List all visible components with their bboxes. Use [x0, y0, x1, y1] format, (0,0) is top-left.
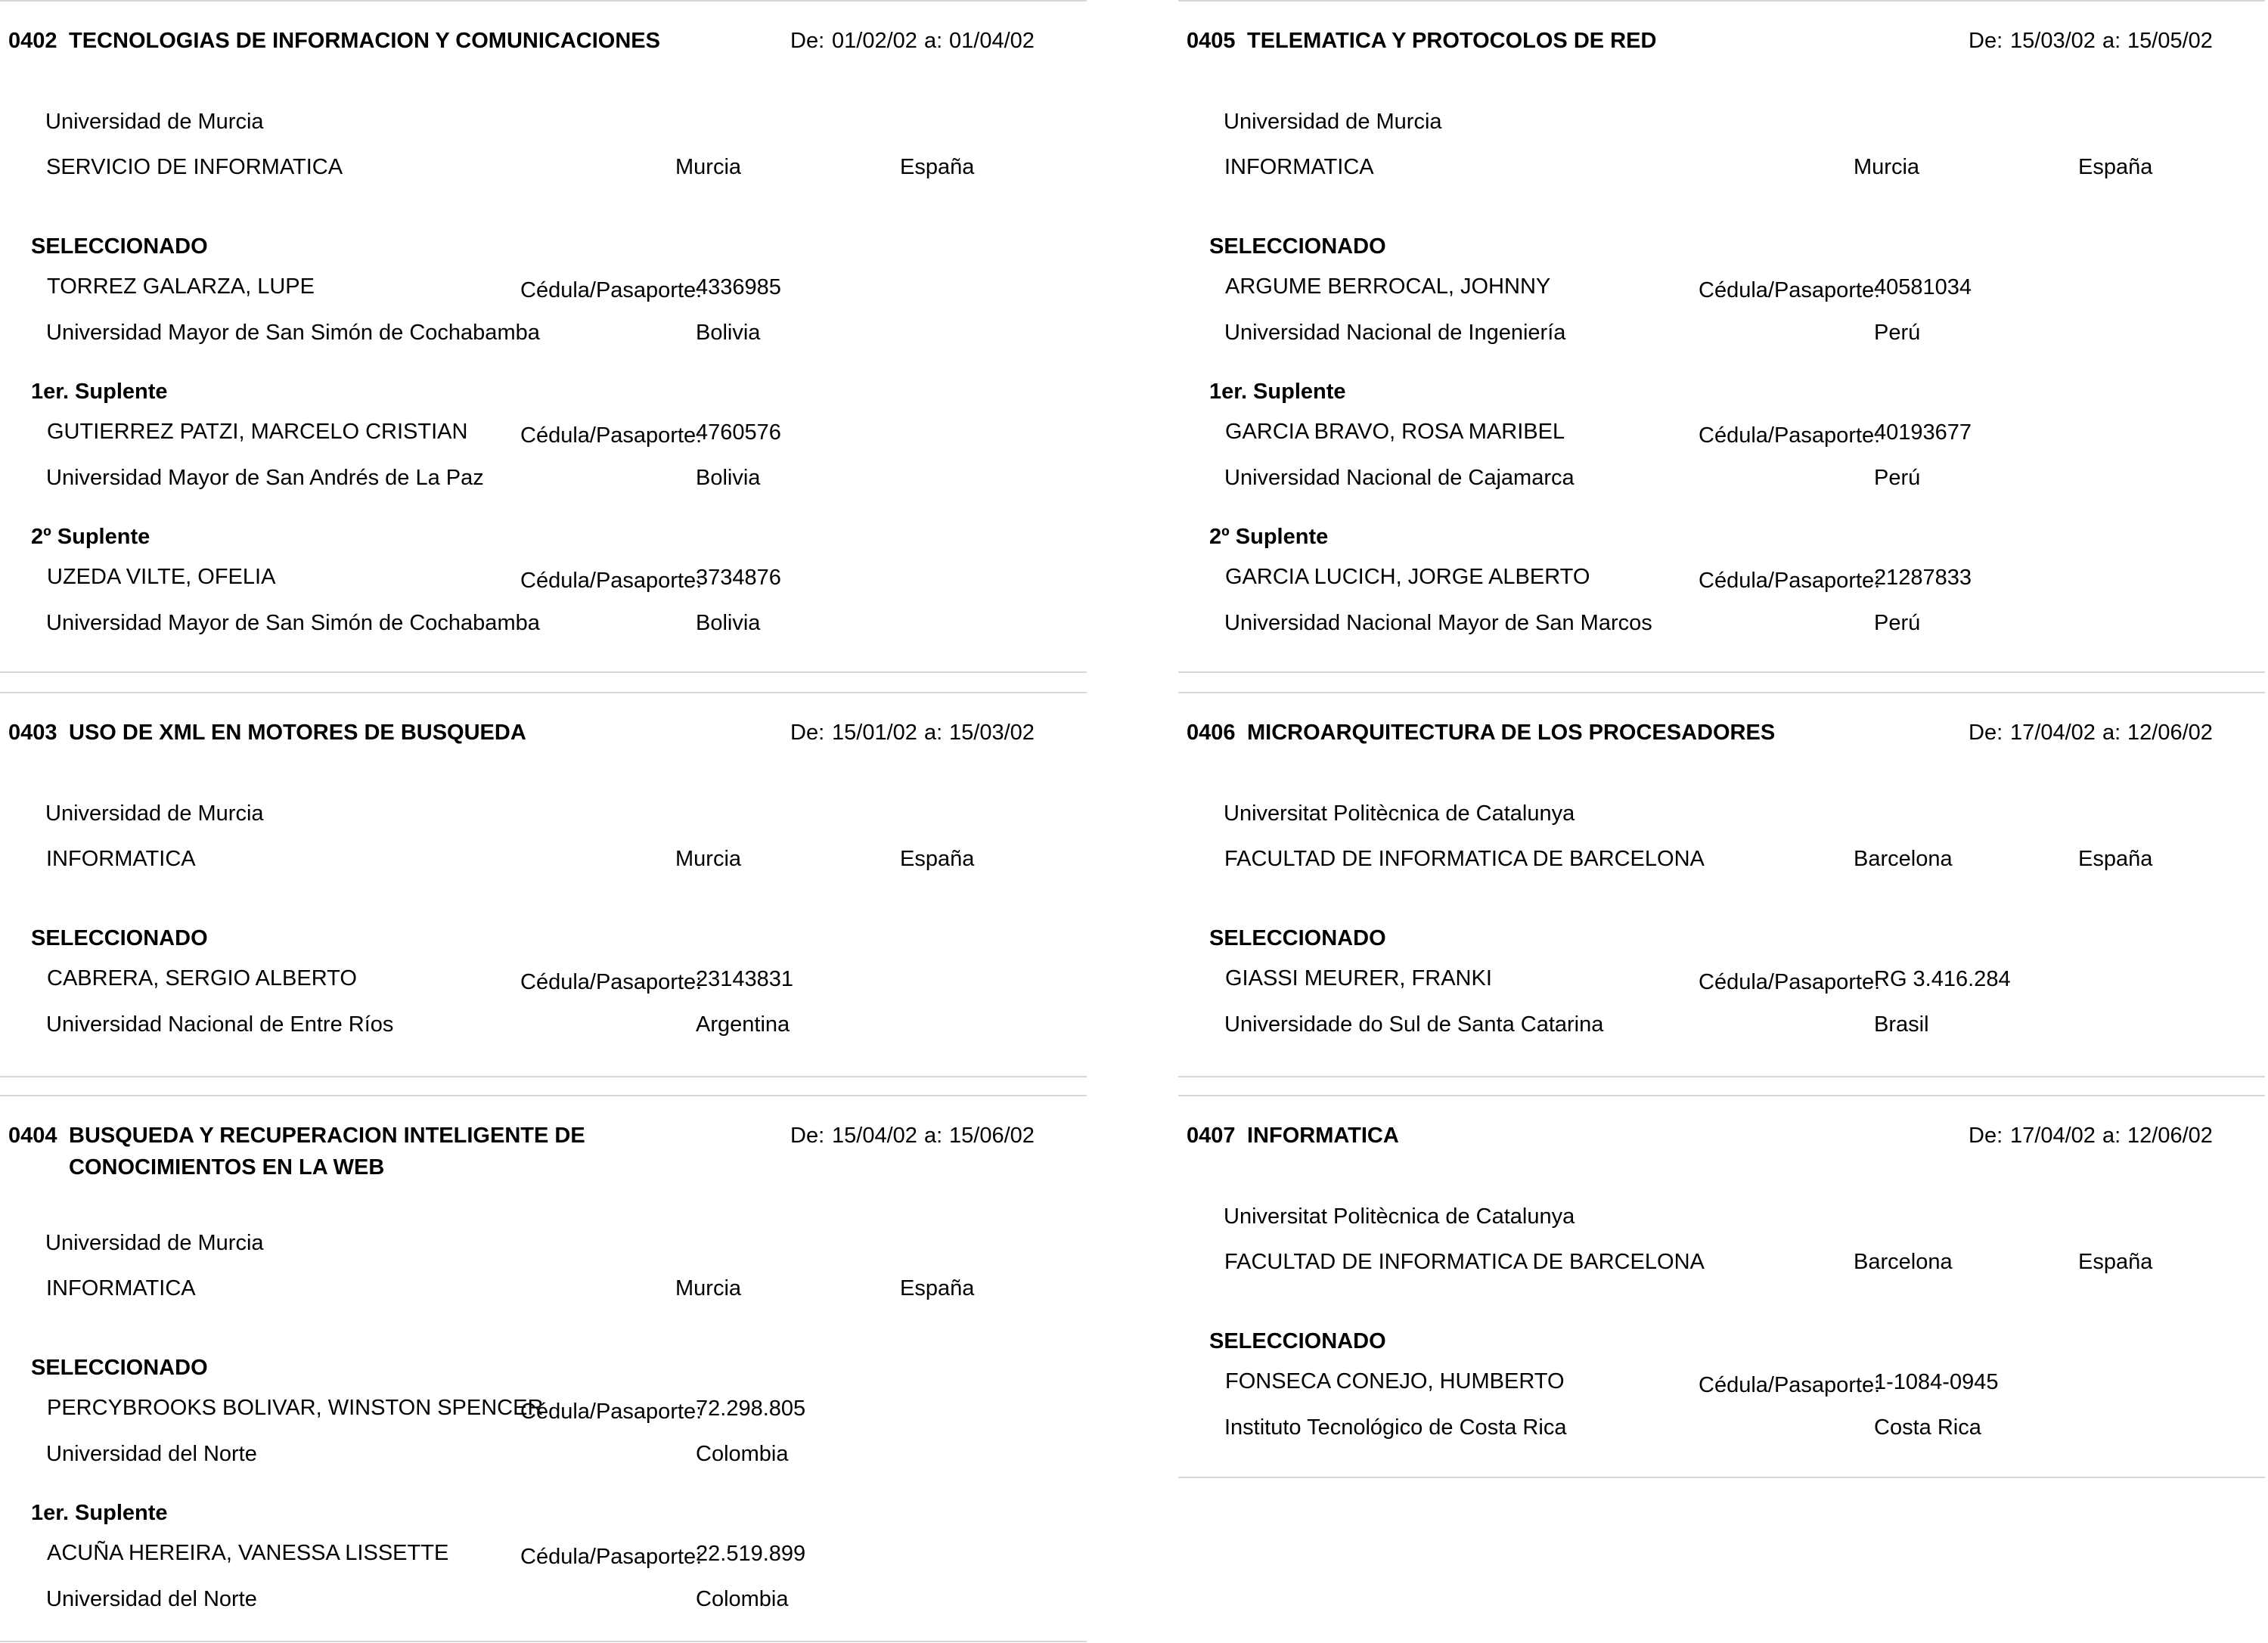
date-from: 15/04/02 — [832, 1124, 917, 1148]
seleccionado-country: Perú — [1874, 321, 1921, 345]
seleccionado-name: PERCYBROOKS BOLIVAR, WINSTON SPENCER — [47, 1396, 544, 1420]
seleccionado-id: 1-1084-0945 — [1874, 1370, 1999, 1394]
primer-suplente-country: Perú — [1874, 466, 1921, 490]
course-top-rule — [0, 0, 1087, 2]
segundo-suplente-country: Perú — [1874, 611, 1921, 635]
seleccionado-id: 4336985 — [696, 275, 781, 299]
course-bottom-rule — [1178, 1076, 2265, 1077]
host-country: España — [900, 155, 975, 179]
course-0402 — [0, 0, 1087, 673]
primer-suplente-heading: 1er. Suplente — [31, 1501, 168, 1525]
primer-suplente-university: Universidad Mayor de San Andrés de La Paz — [46, 466, 484, 490]
course-0405 — [1178, 0, 2265, 673]
seleccionado-heading: SELECCIONADO — [31, 1356, 208, 1380]
primer-suplente-country: Bolivia — [696, 466, 761, 490]
course-0404 — [0, 1095, 1087, 1643]
segundo-suplente-id: 3734876 — [696, 566, 781, 590]
segundo-suplente-name: UZEDA VILTE, OFELIA — [47, 565, 276, 589]
course-title: TECNOLOGIAS DE INFORMACION Y COMUNICACIONES — [69, 29, 660, 53]
host-country: España — [900, 1276, 975, 1300]
date-to: 15/06/02 — [949, 1124, 1035, 1148]
date-from: 15/01/02 — [832, 721, 917, 745]
date-to: 12/06/02 — [2127, 1124, 2213, 1148]
segundo-suplente-university: Universidad Mayor de San Simón de Cochabamba — [46, 611, 540, 635]
course-title: INFORMATICA — [1247, 1124, 1399, 1148]
host-city: Murcia — [675, 155, 742, 179]
seleccionado-heading: SELECCIONADO — [1209, 234, 1386, 259]
seleccionado-name: TORREZ GALARZA, LUPE — [47, 274, 315, 299]
date-to: 12/06/02 — [2127, 721, 2213, 745]
primer-suplente-id-label: Cédula/Pasaporte: — [1699, 423, 1881, 448]
seleccionado-country: Brasil — [1874, 1012, 1929, 1037]
host-department: SERVICIO DE INFORMATICA — [46, 155, 343, 179]
host-department: INFORMATICA — [1224, 155, 1374, 179]
host-university: Universidad de Murcia — [45, 1231, 264, 1255]
primer-suplente-name: ACUÑA HEREIRA, VANESSA LISSETTE — [47, 1541, 449, 1565]
date-from-label: De: — [1969, 721, 2003, 745]
host-department: FACULTAD DE INFORMATICA DE BARCELONA — [1224, 1250, 1705, 1274]
seleccionado-university: Universidade do Sul de Santa Catarina — [1224, 1012, 1604, 1037]
seleccionado-heading: SELECCIONADO — [31, 926, 208, 950]
course-title: MICROARQUITECTURA DE LOS PROCESADORES — [1247, 721, 1776, 745]
primer-suplente-id: 40193677 — [1874, 420, 1972, 445]
date-from: 15/03/02 — [2010, 29, 2096, 53]
date-to-label: a: — [924, 1124, 943, 1148]
seleccionado-country: Costa Rica — [1874, 1415, 1981, 1440]
host-department: INFORMATICA — [46, 1276, 196, 1300]
host-city: Murcia — [1854, 155, 1920, 179]
course-title: BUSQUEDA Y RECUPERACION INTELIGENTE DE CONOCIMIENTOS EN LA WEB — [69, 1124, 585, 1180]
seleccionado-id-label: Cédula/Pasaporte: — [1699, 970, 1881, 994]
seleccionado-name: CABRERA, SERGIO ALBERTO — [47, 966, 357, 990]
host-university: Universitat Politècnica de Catalunya — [1224, 801, 1575, 826]
course-0403 — [0, 692, 1087, 1093]
segundo-suplente-heading: 2º Suplente — [1209, 525, 1329, 549]
seleccionado-id: 72.298.805 — [696, 1397, 806, 1421]
primer-suplente-university: Universidad del Norte — [46, 1587, 257, 1611]
date-from-label: De: — [1969, 1124, 2003, 1148]
course-top-rule — [0, 1095, 1087, 1096]
seleccionado-university: Universidad Mayor de San Simón de Cochabamba — [46, 321, 540, 345]
date-from-label: De: — [790, 721, 825, 745]
course-top-rule — [0, 692, 1087, 693]
host-city: Barcelona — [1854, 1250, 1953, 1274]
date-from-label: De: — [1969, 29, 2003, 53]
primer-suplente-id-label: Cédula/Pasaporte: — [520, 423, 703, 448]
course-bottom-rule — [1178, 1477, 2265, 1478]
date-to: 01/04/02 — [949, 29, 1035, 53]
course-0407 — [1178, 1095, 2265, 1480]
host-university: Universidad de Murcia — [1224, 110, 1442, 134]
course-code: 0402 — [8, 29, 57, 53]
course-code: 0403 — [8, 721, 57, 745]
date-to-label: a: — [2102, 29, 2121, 53]
seleccionado-country: Colombia — [696, 1442, 789, 1466]
primer-suplente-heading: 1er. Suplente — [1209, 380, 1346, 404]
host-country: España — [2078, 847, 2153, 871]
date-from-label: De: — [790, 1124, 825, 1148]
course-bottom-rule — [1178, 671, 2265, 673]
seleccionado-heading: SELECCIONADO — [1209, 926, 1386, 950]
seleccionado-heading: SELECCIONADO — [31, 234, 208, 259]
segundo-suplente-heading: 2º Suplente — [31, 525, 150, 549]
host-university: Universidad de Murcia — [45, 801, 264, 826]
host-city: Murcia — [675, 1276, 742, 1300]
seleccionado-id: RG 3.416.284 — [1874, 967, 2011, 991]
course-title: TELEMATICA Y PROTOCOLOS DE RED — [1247, 29, 1657, 53]
primer-suplente-id-label: Cédula/Pasaporte: — [520, 1545, 703, 1569]
seleccionado-name: FONSECA CONEJO, HUMBERTO — [1225, 1369, 1565, 1393]
host-department: FACULTAD DE INFORMATICA DE BARCELONA — [1224, 847, 1705, 871]
date-to-label: a: — [924, 721, 943, 745]
seleccionado-id-label: Cédula/Pasaporte: — [1699, 1373, 1881, 1397]
date-to: 15/03/02 — [949, 721, 1035, 745]
date-from: 01/02/02 — [832, 29, 917, 53]
host-country: España — [2078, 155, 2153, 179]
primer-suplente-name: GARCIA BRAVO, ROSA MARIBEL — [1225, 420, 1565, 444]
seleccionado-id-label: Cédula/Pasaporte: — [520, 1400, 703, 1424]
date-to-label: a: — [2102, 721, 2121, 745]
seleccionado-university: Instituto Tecnológico de Costa Rica — [1224, 1415, 1567, 1440]
segundo-suplente-id-label: Cédula/Pasaporte: — [1699, 569, 1881, 593]
date-from: 17/04/02 — [2010, 721, 2096, 745]
seleccionado-country: Argentina — [696, 1012, 790, 1037]
primer-suplente-heading: 1er. Suplente — [31, 380, 168, 404]
course-code: 0406 — [1187, 721, 1236, 745]
course-code: 0405 — [1187, 29, 1236, 53]
host-city: Murcia — [675, 847, 742, 871]
host-city: Barcelona — [1854, 847, 1953, 871]
date-to: 15/05/02 — [2127, 29, 2213, 53]
seleccionado-country: Bolivia — [696, 321, 761, 345]
seleccionado-heading: SELECCIONADO — [1209, 1329, 1386, 1353]
course-title: USO DE XML EN MOTORES DE BUSQUEDA — [69, 721, 526, 745]
course-code: 0404 — [8, 1124, 57, 1148]
primer-suplente-name: GUTIERREZ PATZI, MARCELO CRISTIAN — [47, 420, 468, 444]
course-bottom-rule — [0, 671, 1087, 673]
host-university: Universitat Politècnica de Catalunya — [1224, 1204, 1575, 1229]
primer-suplente-id: 22.519.899 — [696, 1542, 806, 1566]
seleccionado-id: 23143831 — [696, 967, 794, 991]
host-department: INFORMATICA — [46, 847, 196, 871]
course-bottom-rule — [0, 1076, 1087, 1077]
segundo-suplente-university: Universidad Nacional Mayor de San Marcos — [1224, 611, 1652, 635]
course-0406 — [1178, 692, 2265, 1093]
primer-suplente-university: Universidad Nacional de Cajamarca — [1224, 466, 1575, 490]
segundo-suplente-id-label: Cédula/Pasaporte: — [520, 569, 703, 593]
date-from-label: De: — [790, 29, 825, 53]
course-bottom-rule — [0, 1641, 1087, 1642]
date-from: 17/04/02 — [2010, 1124, 2096, 1148]
seleccionado-university: Universidad del Norte — [46, 1442, 257, 1466]
course-top-rule — [1178, 1095, 2265, 1096]
date-to-label: a: — [924, 29, 943, 53]
segundo-suplente-country: Bolivia — [696, 611, 761, 635]
host-country: España — [2078, 1250, 2153, 1274]
course-top-rule — [1178, 692, 2265, 693]
course-code: 0407 — [1187, 1124, 1236, 1148]
course-top-rule — [1178, 0, 2265, 2]
seleccionado-university: Universidad Nacional de Ingeniería — [1224, 321, 1566, 345]
seleccionado-university: Universidad Nacional de Entre Ríos — [46, 1012, 394, 1037]
seleccionado-id-label: Cédula/Pasaporte: — [520, 970, 703, 994]
seleccionado-id: 40581034 — [1874, 275, 1972, 299]
seleccionado-id-label: Cédula/Pasaporte: — [1699, 278, 1881, 302]
segundo-suplente-name: GARCIA LUCICH, JORGE ALBERTO — [1225, 565, 1590, 589]
segundo-suplente-id: 21287833 — [1874, 566, 1972, 590]
seleccionado-id-label: Cédula/Pasaporte: — [520, 278, 703, 302]
date-to-label: a: — [2102, 1124, 2121, 1148]
host-country: España — [900, 847, 975, 871]
seleccionado-name: ARGUME BERROCAL, JOHNNY — [1225, 274, 1551, 299]
seleccionado-name: GIASSI MEURER, FRANKI — [1225, 966, 1492, 990]
primer-suplente-country: Colombia — [696, 1587, 789, 1611]
primer-suplente-id: 4760576 — [696, 420, 781, 445]
host-university: Universidad de Murcia — [45, 110, 264, 134]
